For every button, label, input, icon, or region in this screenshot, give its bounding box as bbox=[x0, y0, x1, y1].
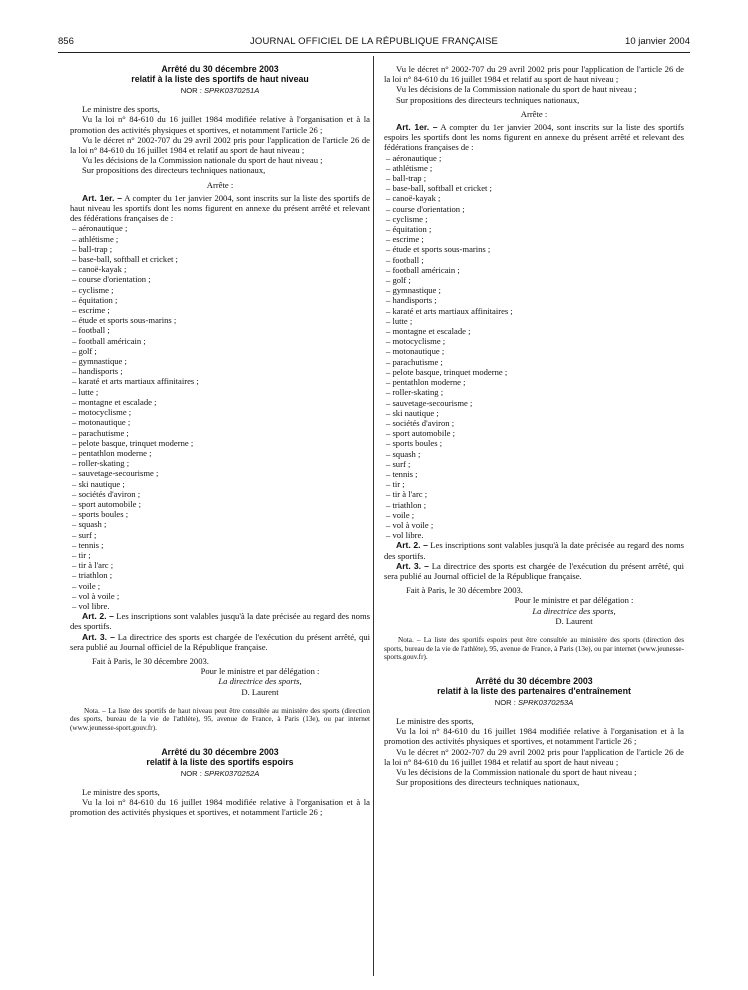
list-item: – sport automobile ; bbox=[72, 498, 141, 509]
paragraph: Sur propositions des directeurs techniques nationaux, bbox=[396, 777, 580, 788]
paragraph: Vu les décisions de la Commission nationale du sport de haut niveau ; bbox=[396, 766, 637, 777]
list-item: – roller-skating ; bbox=[386, 387, 444, 398]
arrete-heading: Arrête : bbox=[206, 179, 234, 190]
signature-date: Fait à Paris, le 30 décembre 2003. bbox=[406, 585, 523, 596]
list-item: – voile ; bbox=[72, 580, 101, 591]
paragraph: Vu la loi n° 84-610 du 16 juillet 1984 modifiée relative à l'organisation et à la promotion des activités physiques et sportives, et notamment l'article 26 ; bbox=[70, 796, 370, 818]
list-item: – sports boules ; bbox=[72, 509, 129, 520]
signature-date: Fait à Paris, le 30 décembre 2003. bbox=[92, 655, 209, 666]
list-item: – surf ; bbox=[386, 458, 411, 469]
list-item: – gymnastique ; bbox=[72, 356, 127, 367]
list-item: – football ; bbox=[72, 325, 110, 336]
list-item: – vol à voile ; bbox=[72, 590, 120, 601]
list-item: – ski nautique ; bbox=[386, 407, 439, 418]
list-item: – tir ; bbox=[386, 479, 405, 490]
list-item: – cyclisme ; bbox=[72, 284, 114, 295]
list-item: – vol libre. bbox=[72, 600, 110, 611]
list-item: – ski nautique ; bbox=[72, 478, 125, 489]
list-item: – course d'orientation ; bbox=[72, 274, 151, 285]
list-item: – pentathlon moderne ; bbox=[72, 447, 152, 458]
list-item: – étude et sports sous-marins ; bbox=[386, 244, 491, 255]
list-item: – karaté et arts martiaux affinitaires ; bbox=[386, 305, 513, 316]
decree-1-title: Arrêté du 30 décembre 2003 relatif à la liste des sportifs de haut niveau bbox=[131, 64, 309, 84]
list-item: – voile ; bbox=[386, 509, 415, 520]
decree-2-title: Arrêté du 30 décembre 2003 relatif à la liste des sportifs espoirs bbox=[146, 746, 294, 767]
paragraph: Le ministre des sports, bbox=[82, 104, 160, 115]
signature-line: Pour le ministre et par délégation : bbox=[514, 595, 634, 606]
column-divider bbox=[373, 56, 374, 976]
list-item: – vol libre. bbox=[386, 530, 424, 541]
journal-title: JOURNAL OFFICIEL DE LA RÉPUBLIQUE FRANÇAISE bbox=[249, 36, 499, 47]
list-item: – base-ball, softball et cricket ; bbox=[386, 183, 492, 194]
list-item: – base-ball, softball et cricket ; bbox=[72, 254, 178, 265]
list-item: – ball-trap ; bbox=[386, 173, 427, 184]
paragraph: Le ministre des sports, bbox=[82, 786, 160, 797]
decree-3-title: Arrêté du 30 décembre 2003 relatif à la liste des partenaires d'entraînement bbox=[437, 675, 631, 696]
list-item: – athlétisme ; bbox=[72, 233, 119, 244]
paragraph: Vu le décret n° 2002-707 du 29 avril 2002 pris pour l'application de l'article 26 de la loi n° 84-610 du 16 juillet 1984 et relatif au sport de haut niveau ; bbox=[70, 134, 370, 156]
article-2: Art. 2. – Les inscriptions sont valables jusqu'à la date précisée au regard des noms des sportifs. bbox=[70, 611, 370, 632]
signatory-name: D. Laurent bbox=[241, 686, 279, 697]
list-item: – pentathlon moderne ; bbox=[386, 377, 466, 388]
list-item: – motonautique ; bbox=[386, 346, 445, 357]
list-item: – cyclisme ; bbox=[386, 213, 428, 224]
list-item: – aéronautique ; bbox=[72, 223, 128, 234]
arrete-heading: Arrête : bbox=[520, 108, 548, 119]
list-item: – pelote basque, trinquet moderne ; bbox=[386, 366, 508, 377]
paragraph: Le ministre des sports, bbox=[396, 715, 474, 726]
list-item: – sports boules ; bbox=[386, 438, 443, 449]
right-column bbox=[384, 64, 684, 787]
list-item: – motonautique ; bbox=[72, 417, 131, 428]
list-item: – équitation ; bbox=[386, 224, 432, 235]
article-2: Art. 2. – Les inscriptions sont valables jusqu'à la date précisée au regard des noms des sportifs. bbox=[384, 540, 684, 561]
left-column bbox=[70, 64, 370, 817]
list-item: – parachutisme ; bbox=[386, 356, 443, 367]
list-item: – sauvetage-secourisme ; bbox=[386, 397, 473, 408]
list-item: – golf ; bbox=[386, 275, 411, 286]
page-header bbox=[58, 36, 690, 50]
list-item: – football ; bbox=[386, 254, 424, 265]
list-item: – montagne et escalade ; bbox=[386, 326, 471, 337]
list-item: – tennis ; bbox=[72, 539, 104, 550]
list-item: – squash ; bbox=[386, 448, 421, 459]
list-item: – triathlon ; bbox=[72, 570, 113, 581]
list-item: – handisports ; bbox=[386, 295, 437, 306]
list-item: – vol à voile ; bbox=[386, 519, 434, 530]
article-3: Art. 3. – La directrice des sports est chargée de l'exécution du présent arrêté, qui sera publié au Journal officiel de la République française. bbox=[384, 560, 684, 581]
list-item: – lutte ; bbox=[72, 386, 99, 397]
nota: Nota. – La liste des sportifs espoirs peut être consultée au ministère des sports (direction des sports, bureau de la vie de l'athlète), 95, avenue de France, à Paris (13e), ou par internet (www.jeunesse-sports.gouv.fr). bbox=[384, 635, 684, 662]
list-item: – handisports ; bbox=[72, 366, 123, 377]
list-item: – aéronautique ; bbox=[386, 152, 442, 163]
list-item: – canoë-kayak ; bbox=[72, 264, 127, 275]
paragraph: Vu la loi n° 84-610 du 16 juillet 1984 modifiée relative à l'organisation et à la promotion des activités physiques et sportives, et notamment l'article 26 ; bbox=[70, 114, 370, 135]
list-item: – tir ; bbox=[72, 549, 91, 560]
signature-title: La directrice des sports, bbox=[218, 676, 302, 687]
list-item: – ball-trap ; bbox=[72, 243, 113, 254]
list-item: – escrime ; bbox=[386, 234, 424, 245]
list-item: – karaté et arts martiaux affinitaires ; bbox=[72, 376, 199, 387]
list-item: – squash ; bbox=[72, 519, 107, 530]
list-item: – escrime ; bbox=[72, 305, 110, 316]
list-item: – étude et sports sous-marins ; bbox=[72, 315, 177, 326]
list-item: – tir à l'arc ; bbox=[72, 560, 114, 571]
list-item: – football américain ; bbox=[386, 264, 460, 275]
list-item: – canoë-kayak ; bbox=[386, 193, 441, 204]
signatory-name: D. Laurent bbox=[555, 615, 593, 626]
article-1: Art. 1er. – A compter du 1er janvier 2004, sont inscrits sur la liste des sportifs espoirs les sportifs dont les noms figurent en annexe du présent arrêté et relevant des fédérations françaises de : bbox=[384, 122, 684, 153]
list-item: – roller-skating ; bbox=[72, 458, 130, 469]
federation-list bbox=[384, 153, 684, 541]
list-item: – montagne et escalade ; bbox=[72, 396, 157, 407]
nota: Nota. – La liste des sportifs de haut niveau peut être consultée au ministère des sports (direction des sports, bureau de la vie de l'athlète), 95, avenue de France, à Paris (13e), ou par internet (www.jeunesse-sport.gouv.fr). bbox=[70, 706, 370, 732]
paragraph: Vu les décisions de la Commission nationale du sport de haut niveau ; bbox=[82, 155, 323, 166]
header-rule bbox=[58, 52, 690, 53]
signature-title: La directrice des sports, bbox=[532, 605, 616, 616]
list-item: – sociétés d'aviron ; bbox=[72, 488, 141, 499]
decree-3-nor: NOR : SPRK0370253A bbox=[494, 697, 574, 707]
signature-line: Pour le ministre et par délégation : bbox=[200, 666, 320, 677]
list-item: – surf ; bbox=[72, 529, 97, 540]
list-item: – triathlon ; bbox=[386, 499, 427, 510]
list-item: – lutte ; bbox=[386, 315, 413, 326]
article-1: Art. 1er. – A compter du 1er janvier 2004, sont inscrits sur la liste des sportifs de haut niveau les sportifs dont les noms figurent en annexe du présent arrêté et relevant des fédérations françaises de : bbox=[70, 192, 371, 224]
paragraph: Sur propositions des directeurs techniques nationaux, bbox=[82, 165, 266, 176]
list-item: – tennis ; bbox=[386, 468, 418, 479]
issue-date: 10 janvier 2004 bbox=[625, 36, 690, 47]
list-item: – sauvetage-secourisme ; bbox=[72, 468, 159, 479]
decree-1-nor: NOR : SPRK0370251A bbox=[180, 86, 260, 95]
list-item: – athlétisme ; bbox=[386, 162, 433, 173]
list-item: – motocyclisme ; bbox=[72, 407, 132, 418]
list-item: – sport automobile ; bbox=[386, 428, 455, 439]
list-item: – parachutisme ; bbox=[72, 427, 129, 438]
list-item: – motocyclisme ; bbox=[386, 336, 446, 347]
list-item: – golf ; bbox=[72, 345, 97, 356]
paragraph: Vu la loi n° 84-610 du 16 juillet 1984 modifiée relative à l'organisation et à la promotion des activités physiques et sportives, et notamment l'article 26 ; bbox=[384, 726, 684, 747]
federation-list bbox=[70, 223, 370, 611]
decree-2-nor: NOR : SPRK0370252A bbox=[180, 768, 260, 778]
paragraph: Vu les décisions de la Commission nationale du sport de haut niveau ; bbox=[396, 84, 637, 95]
list-item: – sociétés d'aviron ; bbox=[386, 417, 455, 428]
page-number: 856 bbox=[58, 36, 74, 47]
list-item: – football américain ; bbox=[72, 335, 146, 346]
paragraph: Vu le décret n° 2002-707 du 29 avril 2002 pris pour l'application de l'article 26 de la loi n° 84-610 du 16 juillet 1984 et relatif au sport de haut niveau ; bbox=[384, 746, 684, 767]
list-item: – équitation ; bbox=[72, 294, 118, 305]
paragraph: Vu le décret n° 2002-707 du 29 avril 2002 pris pour l'application de l'article 26 de la loi n° 84-610 du 16 juillet 1984 et relatif au sport de haut niveau ; bbox=[384, 64, 684, 85]
list-item: – course d'orientation ; bbox=[386, 203, 465, 214]
list-item: – tir à l'arc ; bbox=[386, 489, 428, 500]
list-item: – pelote basque, trinquet moderne ; bbox=[72, 437, 194, 448]
paragraph: Sur propositions des directeurs techniques nationaux, bbox=[396, 94, 580, 105]
list-item: – gymnastique ; bbox=[386, 285, 441, 296]
article-3: Art. 3. – La directrice des sports est chargée de l'exécution du présent arrêté, qui sera publié au Journal officiel de la République française. bbox=[70, 631, 370, 652]
